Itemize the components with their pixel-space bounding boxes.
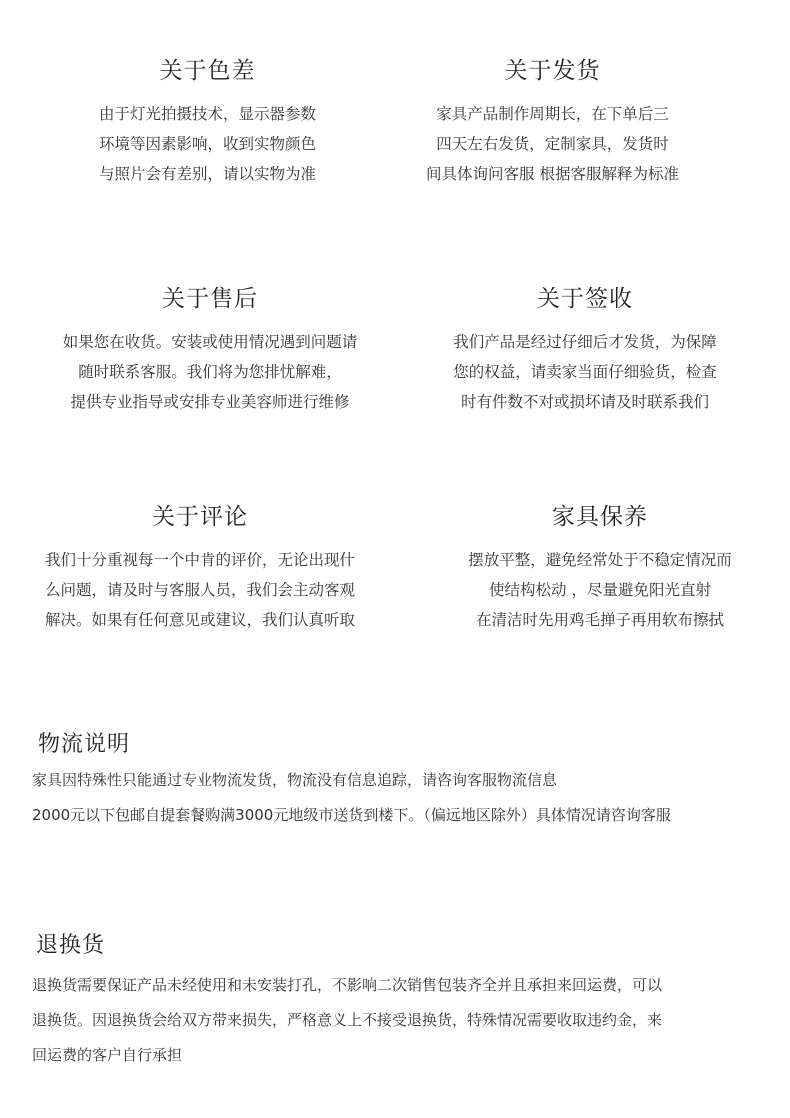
section-title: 关于色差 bbox=[159, 58, 256, 84]
section-furniture-care bbox=[415, 498, 785, 635]
section-line: 环境等因素影响，收到实物颜色 bbox=[98, 135, 316, 153]
section-line: 使结构松动 ，尽量避免阳光直射 bbox=[489, 581, 711, 599]
section-line: 么问题，请及时与客服人员，我们会主动客观 bbox=[44, 581, 355, 599]
logistics-line: 家具因特殊性只能通过专业物流发货，物流没有信息追踪，请咨询客服物流信息 bbox=[32, 771, 558, 789]
section-line: 随时联系客服。我们将为您排忧解难， bbox=[78, 363, 342, 381]
section-line: 由于灯光拍摄技术，显示器参数 bbox=[98, 105, 316, 123]
section-color-difference bbox=[30, 52, 385, 189]
section-title: 关于签收 bbox=[537, 286, 633, 312]
logistics-line: 2000元以下包邮自提套餐购满3000元地级市送货到楼下。（偏远地区除外）具体情况请咨询客服 bbox=[32, 806, 671, 824]
section-line: 提供专业指导或安排专业美容师进行维修 bbox=[70, 393, 350, 411]
section-line: 家具产品制作周期长，在下单后三 bbox=[436, 105, 669, 123]
section-receipt bbox=[400, 280, 770, 417]
returns-line: 退换货需要保证产品未经使用和未安装打孔，不影响二次销售包装齐全并且承担来回运费，可以 bbox=[32, 976, 663, 994]
returns-line: 回运费的客户自行承担 bbox=[32, 1046, 183, 1064]
section-title: 家具保养 bbox=[552, 504, 648, 530]
section-reviews bbox=[10, 498, 390, 635]
section-after-sales bbox=[15, 280, 405, 417]
section-title: 关于发货 bbox=[504, 58, 601, 84]
section-line: 与照片会有差别，请以实物为准 bbox=[98, 165, 316, 183]
section-line: 摆放平整，避免经常处于不稳定情况而 bbox=[468, 551, 732, 569]
section-title: 关于售后 bbox=[162, 286, 258, 312]
section-line: 我们产品是经过仔细后才发货，为保障 bbox=[453, 333, 717, 351]
section-logistics bbox=[32, 727, 772, 824]
section-returns bbox=[32, 928, 772, 1064]
section-line: 间具体询问客服 根据客服解释为标准 bbox=[426, 165, 679, 183]
logistics-title: 物流说明 bbox=[38, 732, 131, 757]
section-line: 解决。如果有任何意见或建议，我们认真听取 bbox=[44, 611, 355, 629]
section-line: 在清洁时先用鸡毛掸子再用软布擦拭 bbox=[475, 611, 724, 629]
returns-line: 退换货。因退换货会给双方带来损失，严格意义上不接受退换货，特殊情况需要收取违约金，来 bbox=[32, 1011, 663, 1029]
returns-title: 退换货 bbox=[36, 933, 106, 958]
section-title: 关于评论 bbox=[152, 504, 248, 530]
section-shipping bbox=[375, 52, 730, 189]
section-line: 时有件数不对或损坏请及时联系我们 bbox=[460, 393, 709, 411]
section-line: 四天左右发货，定制家具，发货时 bbox=[436, 135, 669, 153]
section-line: 如果您在收货。安装或使用情况遇到问题请 bbox=[62, 333, 358, 351]
section-line: 我们十分重视每一个中肯的评价，无论出现什 bbox=[44, 551, 355, 569]
section-line: 您的权益，请卖家当面仔细验货，检查 bbox=[453, 363, 717, 381]
